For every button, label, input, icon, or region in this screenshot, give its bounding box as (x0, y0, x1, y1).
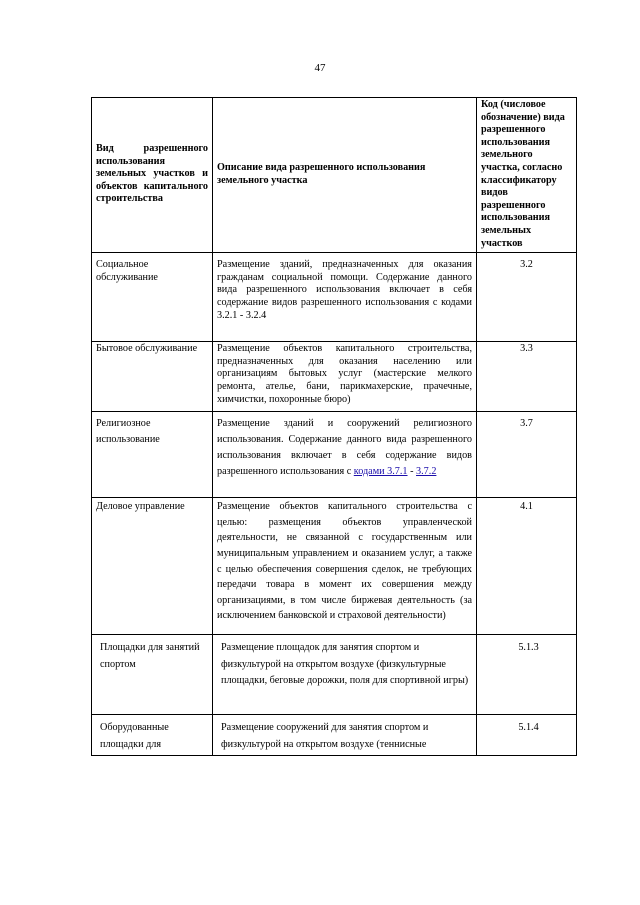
row-code: 5.1.4 (477, 715, 577, 756)
code-link-3-7-2[interactable]: 3.7.2 (416, 465, 437, 477)
table-row (92, 635, 577, 715)
row-type-name: Оборудованные площадки для (92, 715, 213, 756)
header-col-description: Описание вида разрешенного использования земельного участка (213, 98, 477, 253)
table-row (92, 412, 577, 498)
row-description: Размещение зданий, предназначенных для оказания гражданам социальной помощи. Содержание данного вида разрешенного использования включает в себя содержание видов разрешенного использования с кодами 3.2.1 - 3.2.4 (213, 253, 477, 342)
row-code: 4.1 (477, 498, 577, 635)
land-use-table (91, 97, 577, 756)
row-type-name: Бытовое обслуживание (92, 342, 213, 412)
table-header-row (92, 98, 577, 253)
table-row (92, 715, 577, 756)
code-link-3-7-1[interactable]: кодами 3.7.1 (353, 465, 408, 477)
row-type-name: Деловое управление (92, 498, 213, 635)
page-number: 47 (314, 62, 326, 74)
row-description: Размещение объектов капитального строительства, предназначенных для оказания населению или организациям бытовых услуг (мастерские мелкого ремонта, ателье, бани, парикмахерские, прачечные, химчистки, похоронные бюро) (213, 342, 477, 412)
row-description: Размещение площадок для занятия спортом и физкультурой на открытом воздухе (физкультурные площадки, беговые дорожки, поля для спортивной игры) (213, 635, 477, 715)
table-row (92, 342, 577, 412)
link-separator: - (407, 465, 417, 477)
row-code: 3.2 (477, 253, 577, 342)
row-description: Размещение сооружений для занятия спортом и физкультурой на открытом воздухе (теннисные (213, 715, 477, 756)
row-type-name: Религиозное использование (92, 412, 213, 498)
header-col-type: Вид разрешенного использования земельных участков и объектов капитального строительства (92, 98, 213, 253)
row-code: 3.7 (477, 412, 577, 498)
row-description: Размещение объектов капитального строительства с целью: размещения объектов управленческой деятельности, не связанной с государственным или муниципальным управлением и оказанием услуг, а также с целью обеспечения совершения сделок, не требующих передачи товара в момент их совершения между организациями, в том числе биржевая деятельность (за исключением банковской и страховой деятельности) (213, 498, 477, 635)
description-text: Размещение зданий и сооружений религиозного использования. Содержание данного вида разрешенного использования включает в себя содержание видов разрешенного использования с (217, 418, 472, 477)
table-row (92, 498, 577, 635)
row-code: 3.3 (477, 342, 577, 412)
row-type-name: Социальное обслуживание (92, 253, 213, 342)
table-row (92, 253, 577, 342)
row-description (213, 412, 477, 498)
row-code: 5.1.3 (477, 635, 577, 715)
row-type-name: Площадки для занятий спортом (92, 635, 213, 715)
header-col-code: Код (числовое обозначение) вида разрешенного использования земельного участка, согласно классификатору видов разрешенного использования земельных участков (477, 98, 577, 253)
